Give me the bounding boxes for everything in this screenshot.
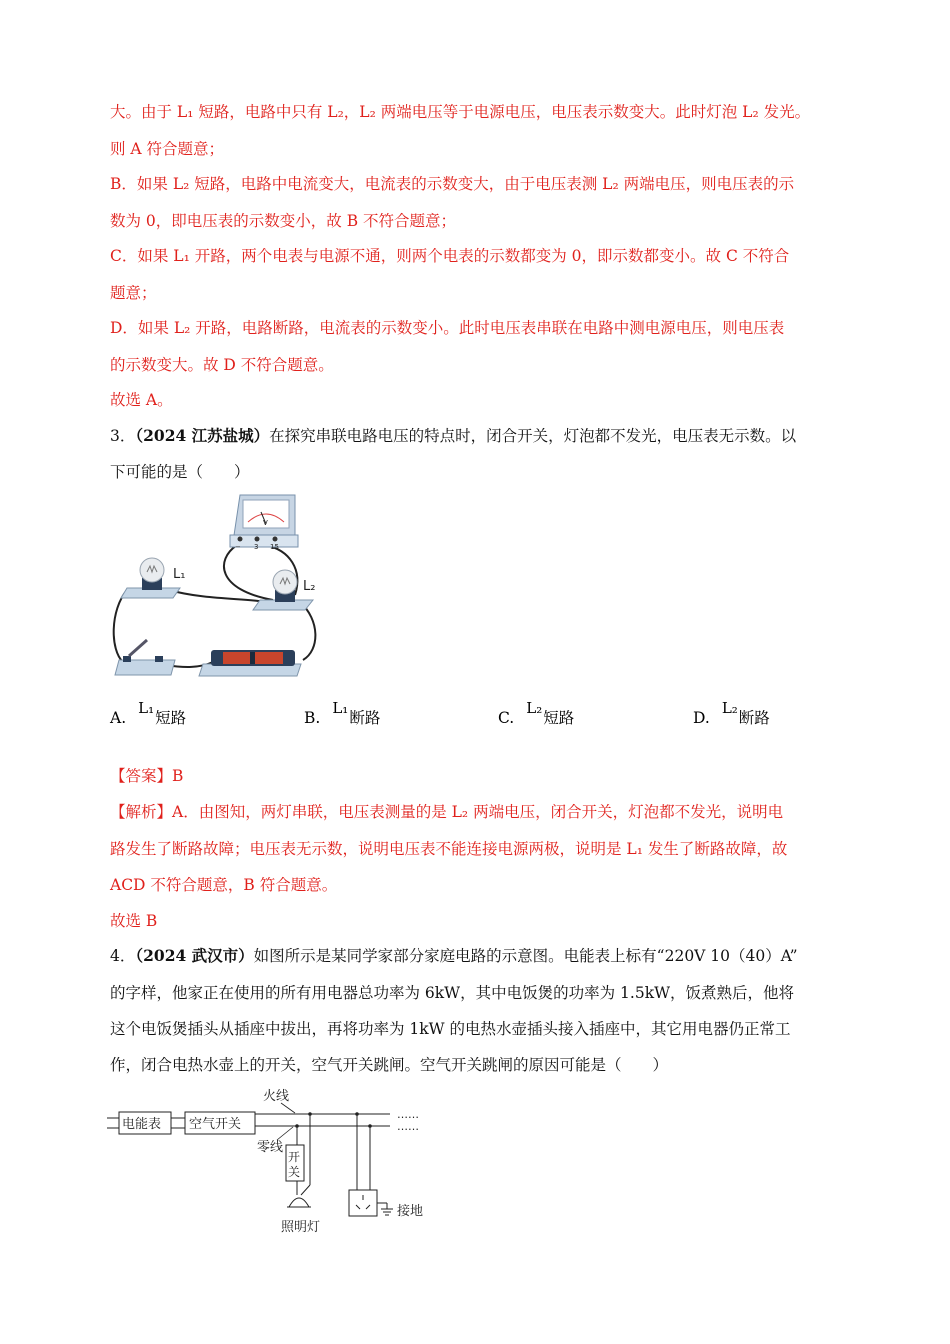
continuation-dots-live: ……	[397, 1108, 419, 1121]
voltmeter	[230, 495, 298, 551]
wire	[300, 602, 315, 660]
answer-value: B	[172, 767, 184, 785]
lamp-label: 照明灯	[281, 1220, 321, 1235]
prev-analysis-option-c-2: 题意；	[110, 284, 157, 302]
q3-option-d[interactable]	[693, 699, 770, 728]
terminal-minus: −	[235, 543, 241, 551]
socket-box	[349, 1190, 377, 1216]
q3-answer	[110, 766, 845, 786]
option-label: A.	[110, 709, 127, 727]
prev-analysis-option-b-1: B．如果 L₂ 短路，电路中电流变大，电流表的示数变大，由于电压表测 L₂ 两端电压，则电压表的示	[110, 175, 795, 193]
voltmeter-symbol: V	[263, 519, 268, 527]
ground-label: 接地	[397, 1204, 424, 1219]
option-symbol: L₂	[526, 699, 543, 717]
prev-analysis-option-c-1: C．如果 L₁ 开路，两个电表与电源不通，则两个电表的示数都变为 0，即示数都变小。故 C 不符合	[110, 247, 790, 265]
q4-household-circuit-figure	[105, 1085, 435, 1240]
lamp-switch-label-1: 开	[288, 1150, 301, 1164]
q3-analysis-line-2: 路发生了断路故障；电压表无示数，说明电压表不能连接电源两极，说明是 L₁ 发生了断路故障，故	[110, 840, 788, 858]
option-label: B.	[304, 709, 321, 727]
prev-analysis-line-1: 大。由于 L₁ 短路，电路中只有 L₂，L₂ 两端电压等于电源电压，电压表示数变大。此时灯泡 L₂ 发光。	[110, 103, 811, 121]
q4-stem-text: 如图所示是某同学家部分家庭电路的示意图。电能表上标有“220V 10（40）A”	[253, 947, 798, 965]
analysis-tag: 【解析】	[110, 803, 173, 821]
q3-number: 3．	[110, 427, 136, 445]
knife-switch	[115, 640, 175, 675]
terminal-15: 15	[270, 543, 279, 551]
live-wire-label: 火线	[263, 1089, 290, 1104]
wire	[169, 590, 265, 602]
terminal-3: 3	[254, 543, 259, 551]
q4-source: （2024 武汉市）	[135, 946, 254, 965]
neutral-wire-label: 零线	[257, 1140, 284, 1155]
q4-stem-line-3: 这个电饭煲插头从插座中拔出，再将功率为 1kW 的电热水壶插头接入插座中，其它用电器仍正常工	[110, 1020, 791, 1038]
q3-option-a[interactable]	[110, 699, 187, 728]
prev-analysis-option-d-2: 的示数变大。故 D 不符合题意。	[110, 356, 334, 374]
lamp-switch-label-2: 关	[288, 1165, 301, 1179]
option-symbol: L₁	[138, 699, 155, 717]
lamp-l2-label: L₂	[303, 579, 316, 594]
q3-option-b[interactable]	[304, 699, 381, 728]
prev-analysis-line-2: 则 A 符合题意；	[110, 140, 225, 158]
lamp-l2	[253, 570, 315, 610]
option-text: 短路	[155, 709, 187, 727]
continuation-dots-neutral: ……	[397, 1120, 419, 1133]
lamp-l1-label: L₁	[173, 567, 186, 582]
q4-stem-line-4: 作，闭合电热水壶上的开关，空气开关跳闸。空气开关跳闸的原因可能是（ ）	[110, 1056, 669, 1074]
answer-tag: 【答案】	[110, 767, 173, 785]
analysis-text: A．由图知，两灯串联，电压表测量的是 L₂ 两端电压，闭合开关，灯泡都不发光，说明电	[172, 803, 784, 821]
air-switch-label: 空气开关	[189, 1117, 242, 1132]
prev-analysis-option-d-1: D．如果 L₂ 开路，电路断路，电流表的示数变小。此时电压表串联在电路中测电源电压，则电压表	[110, 319, 785, 337]
option-label: D.	[693, 709, 710, 727]
q4-stem-line-2: 的字样，他家正在使用的所有用电器总功率为 6kW，其中电饭煲的功率为 1.5kW，饭煮熟后，他将	[110, 984, 795, 1002]
wire	[224, 545, 273, 600]
q3-stem-line-1	[110, 426, 845, 446]
q4-number: 4．	[110, 947, 136, 965]
battery-holder	[199, 650, 301, 676]
lamp-l1	[121, 558, 185, 598]
lamp-shade	[289, 1198, 309, 1207]
q3-source: （2024 江苏盐城）	[135, 426, 270, 445]
option-symbol: L₁	[332, 699, 349, 717]
option-text: 断路	[738, 709, 770, 727]
option-text: 断路	[349, 709, 381, 727]
q3-stem-text: 在探究串联电路电压的特点时，闭合开关，灯泡都不发光，电压表无示数。以	[269, 427, 797, 445]
q3-analysis-line-1	[110, 802, 845, 822]
q3-circuit-figure	[105, 490, 325, 685]
prev-analysis-option-b-2: 数为 0，即电压表的示数变小，故 B 不符合题意；	[110, 212, 457, 230]
wire	[114, 590, 127, 662]
option-label: C.	[498, 709, 515, 727]
energy-meter-label: 电能表	[122, 1117, 162, 1132]
q4-stem-line-1	[110, 946, 845, 966]
q3-stem-line-2: 下可能的是（ ）	[110, 463, 250, 481]
q3-analysis-line-3: ACD 不符合题意，B 符合题意。	[110, 876, 338, 894]
q3-option-c[interactable]	[498, 699, 575, 728]
prev-conclusion: 故选 A。	[110, 391, 173, 409]
q3-conclusion: 故选 B	[110, 912, 158, 930]
option-symbol: L₂	[721, 699, 738, 717]
option-text: 短路	[543, 709, 575, 727]
